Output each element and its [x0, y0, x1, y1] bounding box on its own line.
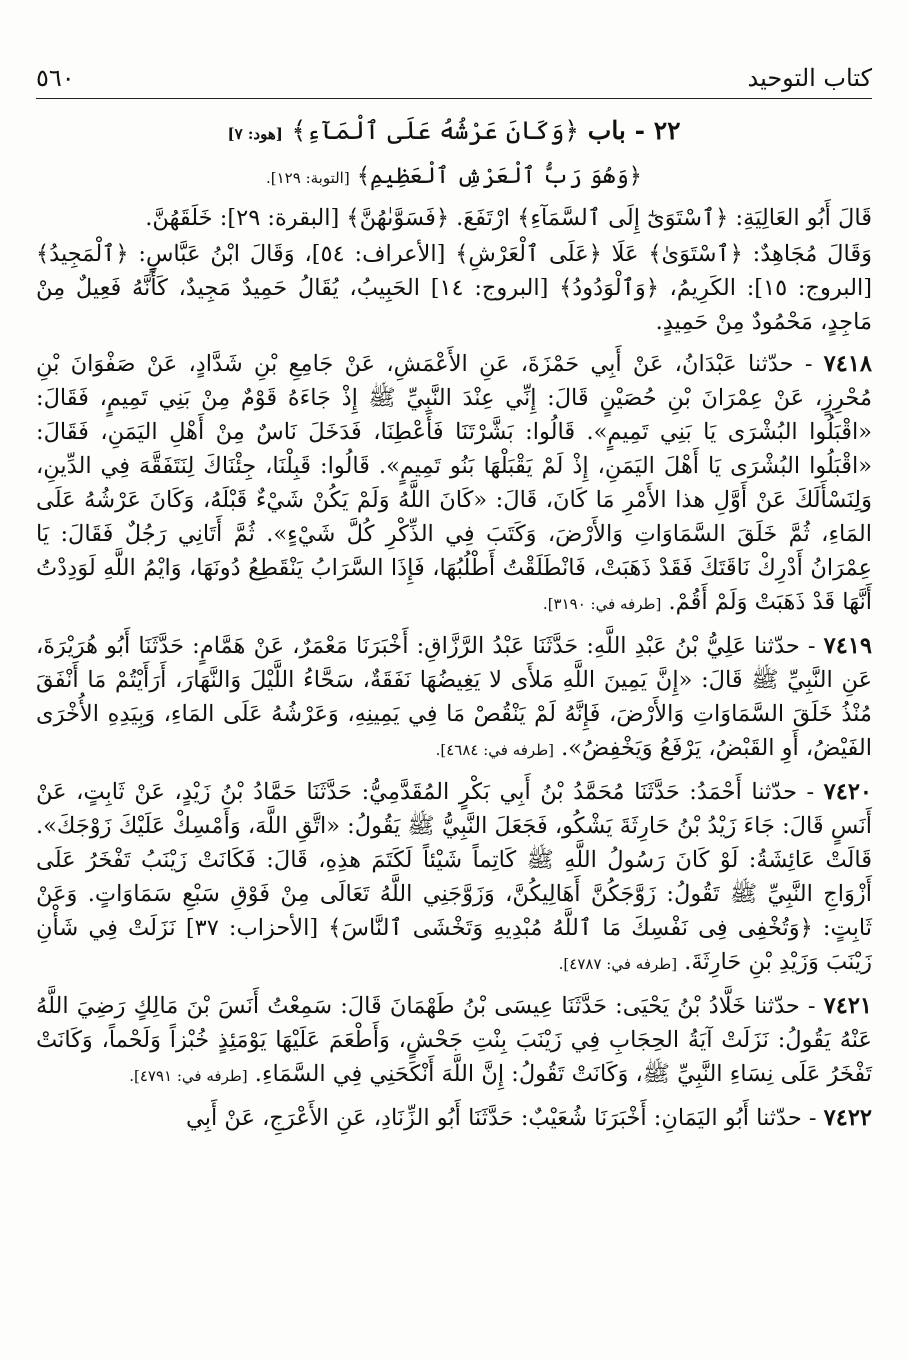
book-title: كتاب التوحيد [747, 64, 872, 92]
hadith-paragraph [36, 347, 872, 621]
hadith-number: ٧٤١٨ [823, 351, 872, 377]
hadith-text: - حدّثنا عَلِيُّ بْنُ عَبْدِ اللَّهِ: حَدَّثَنَا عَبْدُ الرَّزَّاقِ: أَخْبَرَنَا مَعْمَرٌ، عَنْ هَمَّامٍ: حَدَّثَنَا أَبُو هُرَيْرَةَ، عَنِ النَّبِيِّ ﷺ قَالَ: «إِنَّ يَمِينَ اللَّهِ مَلأَى لا يَغِيضُهَا نَفَقَةٌ، سَحَّاءُ اللَّيْلَ وَالنَّهَارَ، أَرَأَيْتُمْ مَا أَنْفَقَ مُنْذُ خَلَقَ السَّمَاوَاتِ وَالأَرْضَ، فَإِنَّهُ لَمْ يَنْقُصْ مَا فِي يَمِينِهِ، وَعَرْشُهُ عَلَى المَاءِ، وَبِيَدِهِ الأُخْرَى الفَيْضُ، أَوِ القَبْضُ، يَرْفَعُ وَيَخْفِضُ». [36, 633, 872, 761]
hadith-number: ٧٤٢٢ [823, 1105, 872, 1131]
hadith-text: - حدّثنا خَلَّادُ بْنُ يَحْيَى: حَدَّثَنَا عِيسَى بْنُ طَهْمَانَ قَالَ: سَمِعْتُ أَنَسَ بْنَ مَالِكٍ رَضِيَ اللَّهُ عَنْهُ يَقُولُ: نَزَلَتْ آيَةُ الحِجَابِ فِي زَيْنَبَ بِنْتِ جَحْشٍ، وَأَطْعَمَ عَلَيْهَا يَوْمَئِذٍ خُبْزاً وَلَحْماً، وَكَانَتْ تَفْخَرُ عَلَى نِسَاءِ النَّبِيِّ ﷺ، وَكَانَتْ تَقُولُ: إِنَّ اللَّهَ أَنْكَحَنِي فِي السَّمَاءِ. [36, 993, 872, 1087]
hadith-number: ٧٤١٩ [823, 633, 872, 659]
chapter-number: ٢٢ - باب [587, 116, 681, 145]
intro-paragraph: قَالَ أَبُو العَالِيَةِ: ﴿ٱسْتَوَىٰٓ إِلَى ٱلسَّمَآءِ﴾ ارْتَفَعَ. ﴿فَسَوَّىٰهُنَّ﴾ [البقرة: ٢٩]: خَلَقَهُنَّ. [145, 205, 872, 231]
hadith-ref: [طرفه في: ٤٦٨٤]. [435, 741, 554, 759]
hadith-text: - حدّثنا عَبْدَانُ، عَنْ أَبِي حَمْزَةَ، عَنِ الأَعْمَشِ، عَنْ جَامِعِ بْنِ شَدَّادٍ، عَنْ صَفْوَانَ بْنِ مُحْرِزٍ، عَنْ عِمْرَانَ بْنِ حُصَيْنٍ قَالَ: إِنِّي عِنْدَ النَّبِيِّ ﷺ إِذْ جَاءَهُ قَوْمٌ مِنْ بَنِي تَمِيمٍ، فَقَالَ: «اقْبَلُوا البُشْرَى يَا بَنِي تَمِيمٍ». قَالُوا: بَشَّرْتَنَا فَأَعْطِنَا، فَدَخَلَ نَاسٌ مِنْ أَهْلِ اليَمَنِ، فَقَالَ: «اقْبَلُوا البُشْرَى يَا أَهْلَ اليَمَنِ، إِذْ لَمْ يَقْبَلْهَا بَنُو تَمِيمٍ». قَالُوا: قَبِلْنَا، جِئْنَاكَ لِنَتَفَقَّهَ فِي الدِّينِ، وَلِنَسْأَلَكَ عَنْ أَوَّلِ هذا الأَمْرِ مَا كَانَ، قَالَ: «كَانَ اللَّهُ وَلَمْ يَكُنْ شَيْءٌ قَبْلَهُ، وَكَانَ عَرْشُهُ عَلَى المَاءِ، ثُمَّ خَلَقَ السَّمَاوَاتِ وَالأَرْضَ، وَكَتَبَ فِي الذِّكْرِ كُلَّ شَيْءٍ». ثُمَّ أَتَانِي رَجُلٌ فَقَالَ: يَا عِمْرَانُ أَدْرِكْ نَاقَتَكَ فَقَدْ ذَهَبَتْ، فَانْطَلَقْتُ أَطْلُبُهَا، فَإِذَا السَّرَابُ يَنْقَطِعُ دُونَهَا، وَايْمُ اللَّهِ لَوَدِدْتُ أَنَّهَا قَدْ ذَهَبَتْ وَلَمْ أَقُمْ. [36, 351, 872, 615]
hadith-text: - حدّثنا أَبُو اليَمَانِ: أَخْبَرَنَا شُعَيْبٌ: حَدَّثَنَا أَبُو الزِّنَادِ، عَنِ الأَعْرَجِ، عَنْ أَبِي [186, 1105, 817, 1131]
chapter-verse-ref: [هود: ٧] [227, 125, 283, 143]
page-content [36, 112, 872, 1137]
hadith-number: ٧٤٢١ [823, 993, 873, 1019]
hadith-text: - حدّثنا أَحْمَدُ: حَدَّثَنَا مُحَمَّدُ بْنُ أَبِي بَكْرٍ المُقَدَّمِيُّ: حَدَّثَنَا حَمَّادُ بْنُ زَيْدٍ، عَنْ ثَابِتٍ، عَنْ أَنَسٍ قَالَ: جَاءَ زَيْدُ بْنُ حَارِثَةَ يَشْكُو، فَجَعَلَ النَّبِيُّ ﷺ يَقُولُ: «اتَّقِ اللَّهَ، وَأَمْسِكْ عَلَيْكَ زَوْجَكَ». قَالَتْ عَائِشَةُ: لَوْ كَانَ رَسُولُ اللَّهِ ﷺ كَاتِماً شَيْئاً لَكَتَمَ هذِهِ، قَالَ: فَكَانَتْ زَيْنَبُ تَفْخَرُ عَلَى أَزْوَاجِ النَّبِيِّ ﷺ تَقُولُ: زَوَّجَكُنَّ أَهَالِيكُنَّ، وَزَوَّجَنِي اللَّهُ تَعَالَى مِنْ فَوْقِ سَبْعِ سَمَاوَاتٍ. وَعَنْ ثَابِتٍ: ﴿وَتُخْفِى فِى نَفْسِكَ مَا ٱللَّهُ مُبْدِيهِ وَتَخْشَى ٱلنَّاسَ﴾ [الأحزاب: ٣٧] نَزَلَتْ فِي شَأْنِ زَيْنَبَ وَزَيْدِ بْنِ حَارِثَةَ. [36, 779, 872, 975]
hadith-paragraph [36, 629, 872, 767]
hadith-paragraph [36, 775, 872, 981]
hadith-ref: [طرفه في: ٣١٩٠]. [542, 595, 662, 613]
hadith-number: ٧٤٢٠ [823, 779, 873, 805]
page-number: ٥٦٠ [36, 64, 75, 92]
hadith-paragraph [36, 1101, 872, 1135]
chapter-heading [36, 112, 872, 153]
hadith-ref: [طرفه في: ٤٧٩١]. [129, 1067, 248, 1085]
chapter-verse-ref-2: [التوبة: ١٢٩]. [266, 169, 350, 187]
chapter-verse-line-2 [36, 159, 872, 195]
chapter-verse-2: ﴿وَهُوَ رَبُّ ٱلْعَرْشِ ٱلْعَظِيمِ﴾ [356, 163, 642, 189]
hadith-ref: [طرفه في: ٤٧٨٧]. [558, 955, 678, 973]
chapter-verse: ﴿وَكَانَ عَرْشُهُ عَلَى ٱلْمَآءِ﴾ [291, 116, 580, 145]
page-header [36, 52, 872, 99]
hadith-paragraph [36, 989, 872, 1093]
intro-paragraph: وَقَالَ مُجَاهِدٌ: ﴿ٱسْتَوَىٰ﴾ عَلَا ﴿عَلَى ٱلْعَرْشِ﴾ [الأعراف: ٥٤]، وَقَالَ ابْنُ عَبَّاسٍ: ﴿ٱلْمَجِيدُ﴾ [البروج: ١٥]: الكَرِيمُ، ﴿وَٱلْوَدُودُ﴾ [البروج: ١٤] الحَبِيبُ، يُقَالُ حَمِيدٌ مَجِيدٌ، كَأَنَّهُ فَعِيلٌ مِنْ مَاجِدٍ، مَحْمُودٌ مِنْ حَمِيدٍ. [36, 241, 872, 335]
